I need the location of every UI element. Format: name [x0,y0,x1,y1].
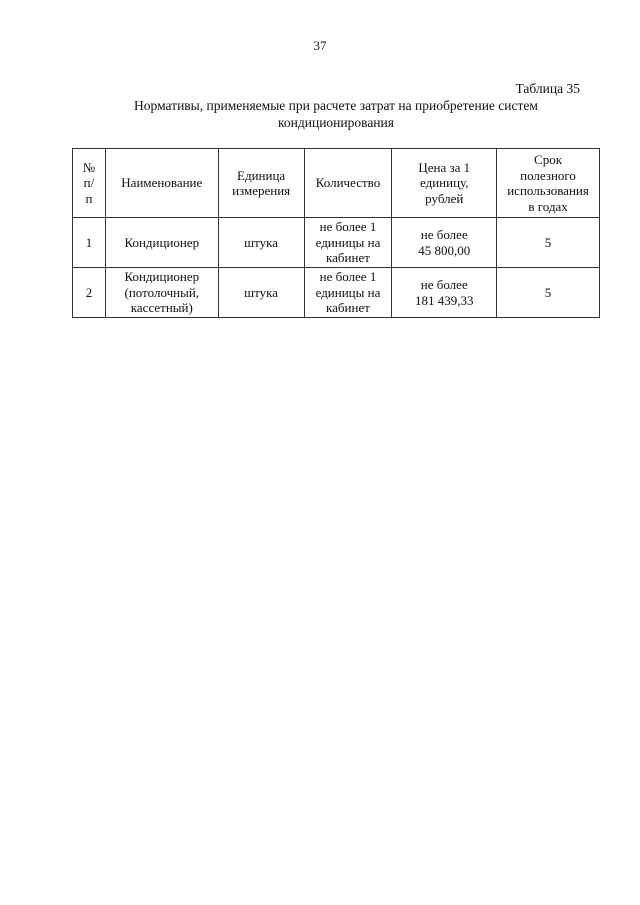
cell-term [497,268,600,318]
cell-quantity [304,268,392,318]
cell-line: кабинет [326,300,370,316]
header-term-line: полезного [520,167,576,183]
table-header-row [73,149,600,218]
cell-line: единицы на [315,284,381,300]
header-term [497,149,600,218]
cell-line: штука [244,234,279,250]
cell-line: 1 [85,234,93,250]
cell-name [105,218,218,268]
header-term-line: Срок [534,152,563,167]
header-price-line: рублей [425,190,464,206]
header-number [73,149,106,218]
table-title [72,97,600,131]
header-unit-line: Единица [237,167,286,183]
header-quantity [304,149,392,218]
cell-line: единицы на [315,234,381,250]
table-title-line: Нормативы, применяемые при расчете затрат на приобретение систем [134,98,538,113]
cell-number [73,218,106,268]
cell-unit [218,218,304,268]
page-number: 37 [313,38,327,53]
table-row [73,218,600,268]
header-quantity-line: Количество [315,175,381,191]
cell-term [497,218,600,268]
header-price [392,149,497,218]
header-name-line: Наименование [121,175,203,191]
cell-line: Кондиционер [124,269,200,285]
header-name [105,149,218,218]
table-row [73,268,600,318]
cell-unit [218,268,304,318]
cell-number [73,268,106,318]
header-price-line: Цена за 1 [418,159,471,175]
cell-price [392,218,497,268]
cell-line: не более 1 [319,219,377,235]
cell-line: 2 [85,284,93,300]
header-number-line: п [85,190,93,206]
header-number-line: № [82,159,96,175]
cell-line: 45 800,00 [418,242,471,258]
cell-line: не более 1 [319,269,377,285]
header-price-line: единицу, [420,175,469,191]
cell-line: кассетный) [130,300,193,316]
cell-line: кабинет [326,250,370,266]
cell-line: Кондиционер [124,234,200,250]
header-term-line: в годах [528,198,568,214]
cell-line: не более [420,277,468,292]
cell-line: 5 [544,284,552,300]
norms-table [72,148,600,318]
header-number-line: п/ [83,175,95,191]
cell-line: не более [420,227,468,242]
header-unit-line: измерения [232,183,291,198]
table-label: Таблица 35 [515,81,580,96]
cell-quantity [304,218,392,268]
cell-name [105,268,218,318]
header-unit [218,149,304,218]
cell-price [392,268,497,318]
table-title-line: кондиционирования [278,115,394,130]
cell-line: штука [244,284,279,300]
cell-line: 181 439,33 [415,292,474,308]
cell-line: (потолочный, [124,284,200,300]
cell-line: 5 [544,234,552,250]
header-term-line: использования [507,183,589,198]
